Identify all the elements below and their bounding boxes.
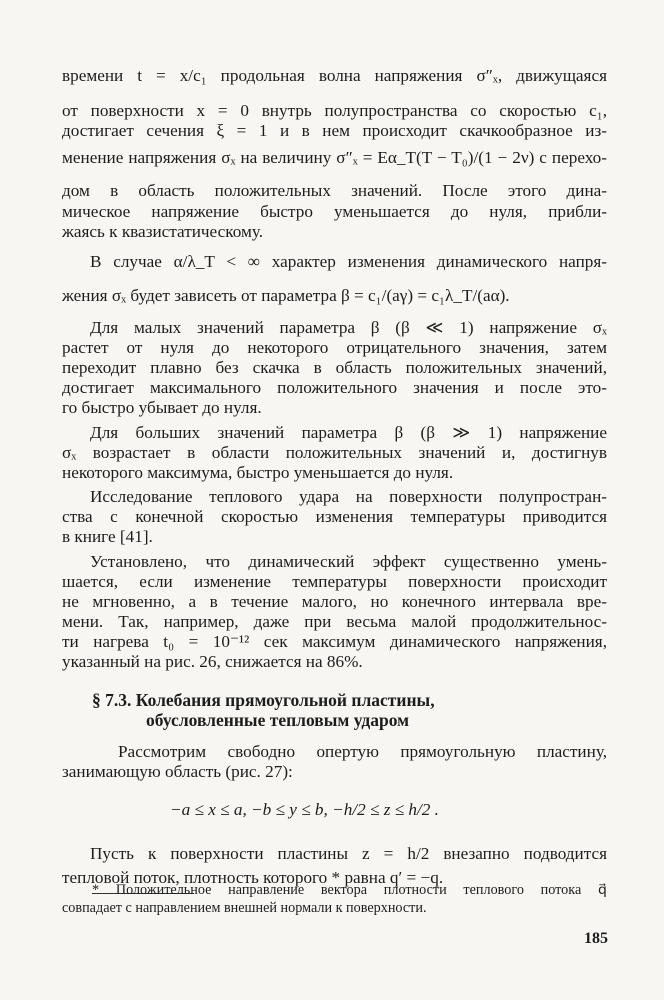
text-line: Для малых значений параметра β (β ≪ 1) напряжение σₓ bbox=[90, 318, 607, 337]
text-line: от поверхности x = 0 внутрь полупространства со скоростью c₁, bbox=[62, 101, 607, 120]
text-line: Установлено, что динамический эффект существенно умень- bbox=[90, 552, 607, 571]
text-line: жаясь к квазистатическому. bbox=[62, 222, 264, 241]
footnote-line: совпадает с направлением внешней нормали к поверхности. bbox=[62, 900, 427, 916]
text-line: мическое напряжение быстро уменьшается до нуля, прибли- bbox=[62, 202, 607, 221]
display-formula: −a ≤ x ≤ a, −b ≤ y ≤ b, −h/2 ≤ z ≤ h/2 . bbox=[170, 800, 439, 819]
text-line: го быстро убывает до нуля. bbox=[62, 398, 262, 417]
text-line: времени t = x/c₁ продольная волна напряжения σ″ₓ, движущаяся bbox=[62, 66, 607, 85]
text-line: Пусть к поверхности пластины z = h/2 внезапно подводится bbox=[90, 844, 607, 863]
text-line: некоторого максимума, быстро уменьшается до нуля. bbox=[62, 463, 454, 482]
text-line: ства с конечной скоростью изменения температуры приводится bbox=[62, 507, 607, 526]
footnote-line: * Положительное направление вектора плотности теплового потока q⃗ bbox=[92, 882, 607, 898]
text-line: в книге [41]. bbox=[62, 527, 153, 546]
section-heading: § 7.3. Колебания прямоугольной пластины, bbox=[92, 690, 435, 710]
text-line: занимающую область (рис. 27): bbox=[62, 762, 293, 781]
text-line: Для больших значений параметра β (β ≫ 1) напряжение bbox=[90, 423, 607, 442]
text-line: дом в область положительных значений. После этого дина- bbox=[62, 181, 607, 200]
text-line: тепловой поток, плотность которого * равна q′ = −q. bbox=[62, 868, 444, 887]
text-line: не мгновенно, а в течение малого, но конечного интервала вре- bbox=[62, 592, 607, 611]
text-line: достигает максимального положительного значения и после это- bbox=[62, 378, 607, 397]
text-line: мени. Так, например, даже при весьма малой продолжительнос- bbox=[62, 612, 607, 631]
page-number: 185 bbox=[584, 930, 608, 947]
text-line: ти нагрева t₀ = 10⁻¹² сек максимум динамического напряжения, bbox=[62, 632, 607, 651]
text-line: достигает сечения ξ = 1 и в нем происходит скачкообразное из- bbox=[62, 121, 607, 140]
text-line: менение напряжения σₓ на величину σ″ₓ = Eα_T(T − T₀)/(1 − 2ν) с перехо- bbox=[62, 148, 607, 167]
text-line: В случае α/λ_T < ∞ характер изменения динамического напря- bbox=[90, 252, 607, 271]
text-line: растет от нуля до некоторого отрицательного значения, затем bbox=[62, 338, 607, 357]
section-heading: обусловленные тепловым ударом bbox=[146, 710, 410, 730]
text-line: указанный на рис. 26, снижается на 86%. bbox=[62, 652, 363, 671]
text-line: переходит плавно без скачка в область положительных значений, bbox=[62, 358, 607, 377]
text-line: Исследование теплового удара на поверхности полупростран- bbox=[90, 487, 607, 506]
text-line: жения σₓ будет зависеть от параметра β = c₁/(aγ) = c₁λ_T/(aα). bbox=[62, 286, 510, 305]
text-line: Рассмотрим свободно опертую прямоугольную пластину, bbox=[118, 742, 607, 761]
text-line: шается, если изменение температуры поверхности происходит bbox=[62, 572, 607, 591]
text-line: σₓ возрастает в области положительных значений и, достигнув bbox=[62, 443, 607, 462]
